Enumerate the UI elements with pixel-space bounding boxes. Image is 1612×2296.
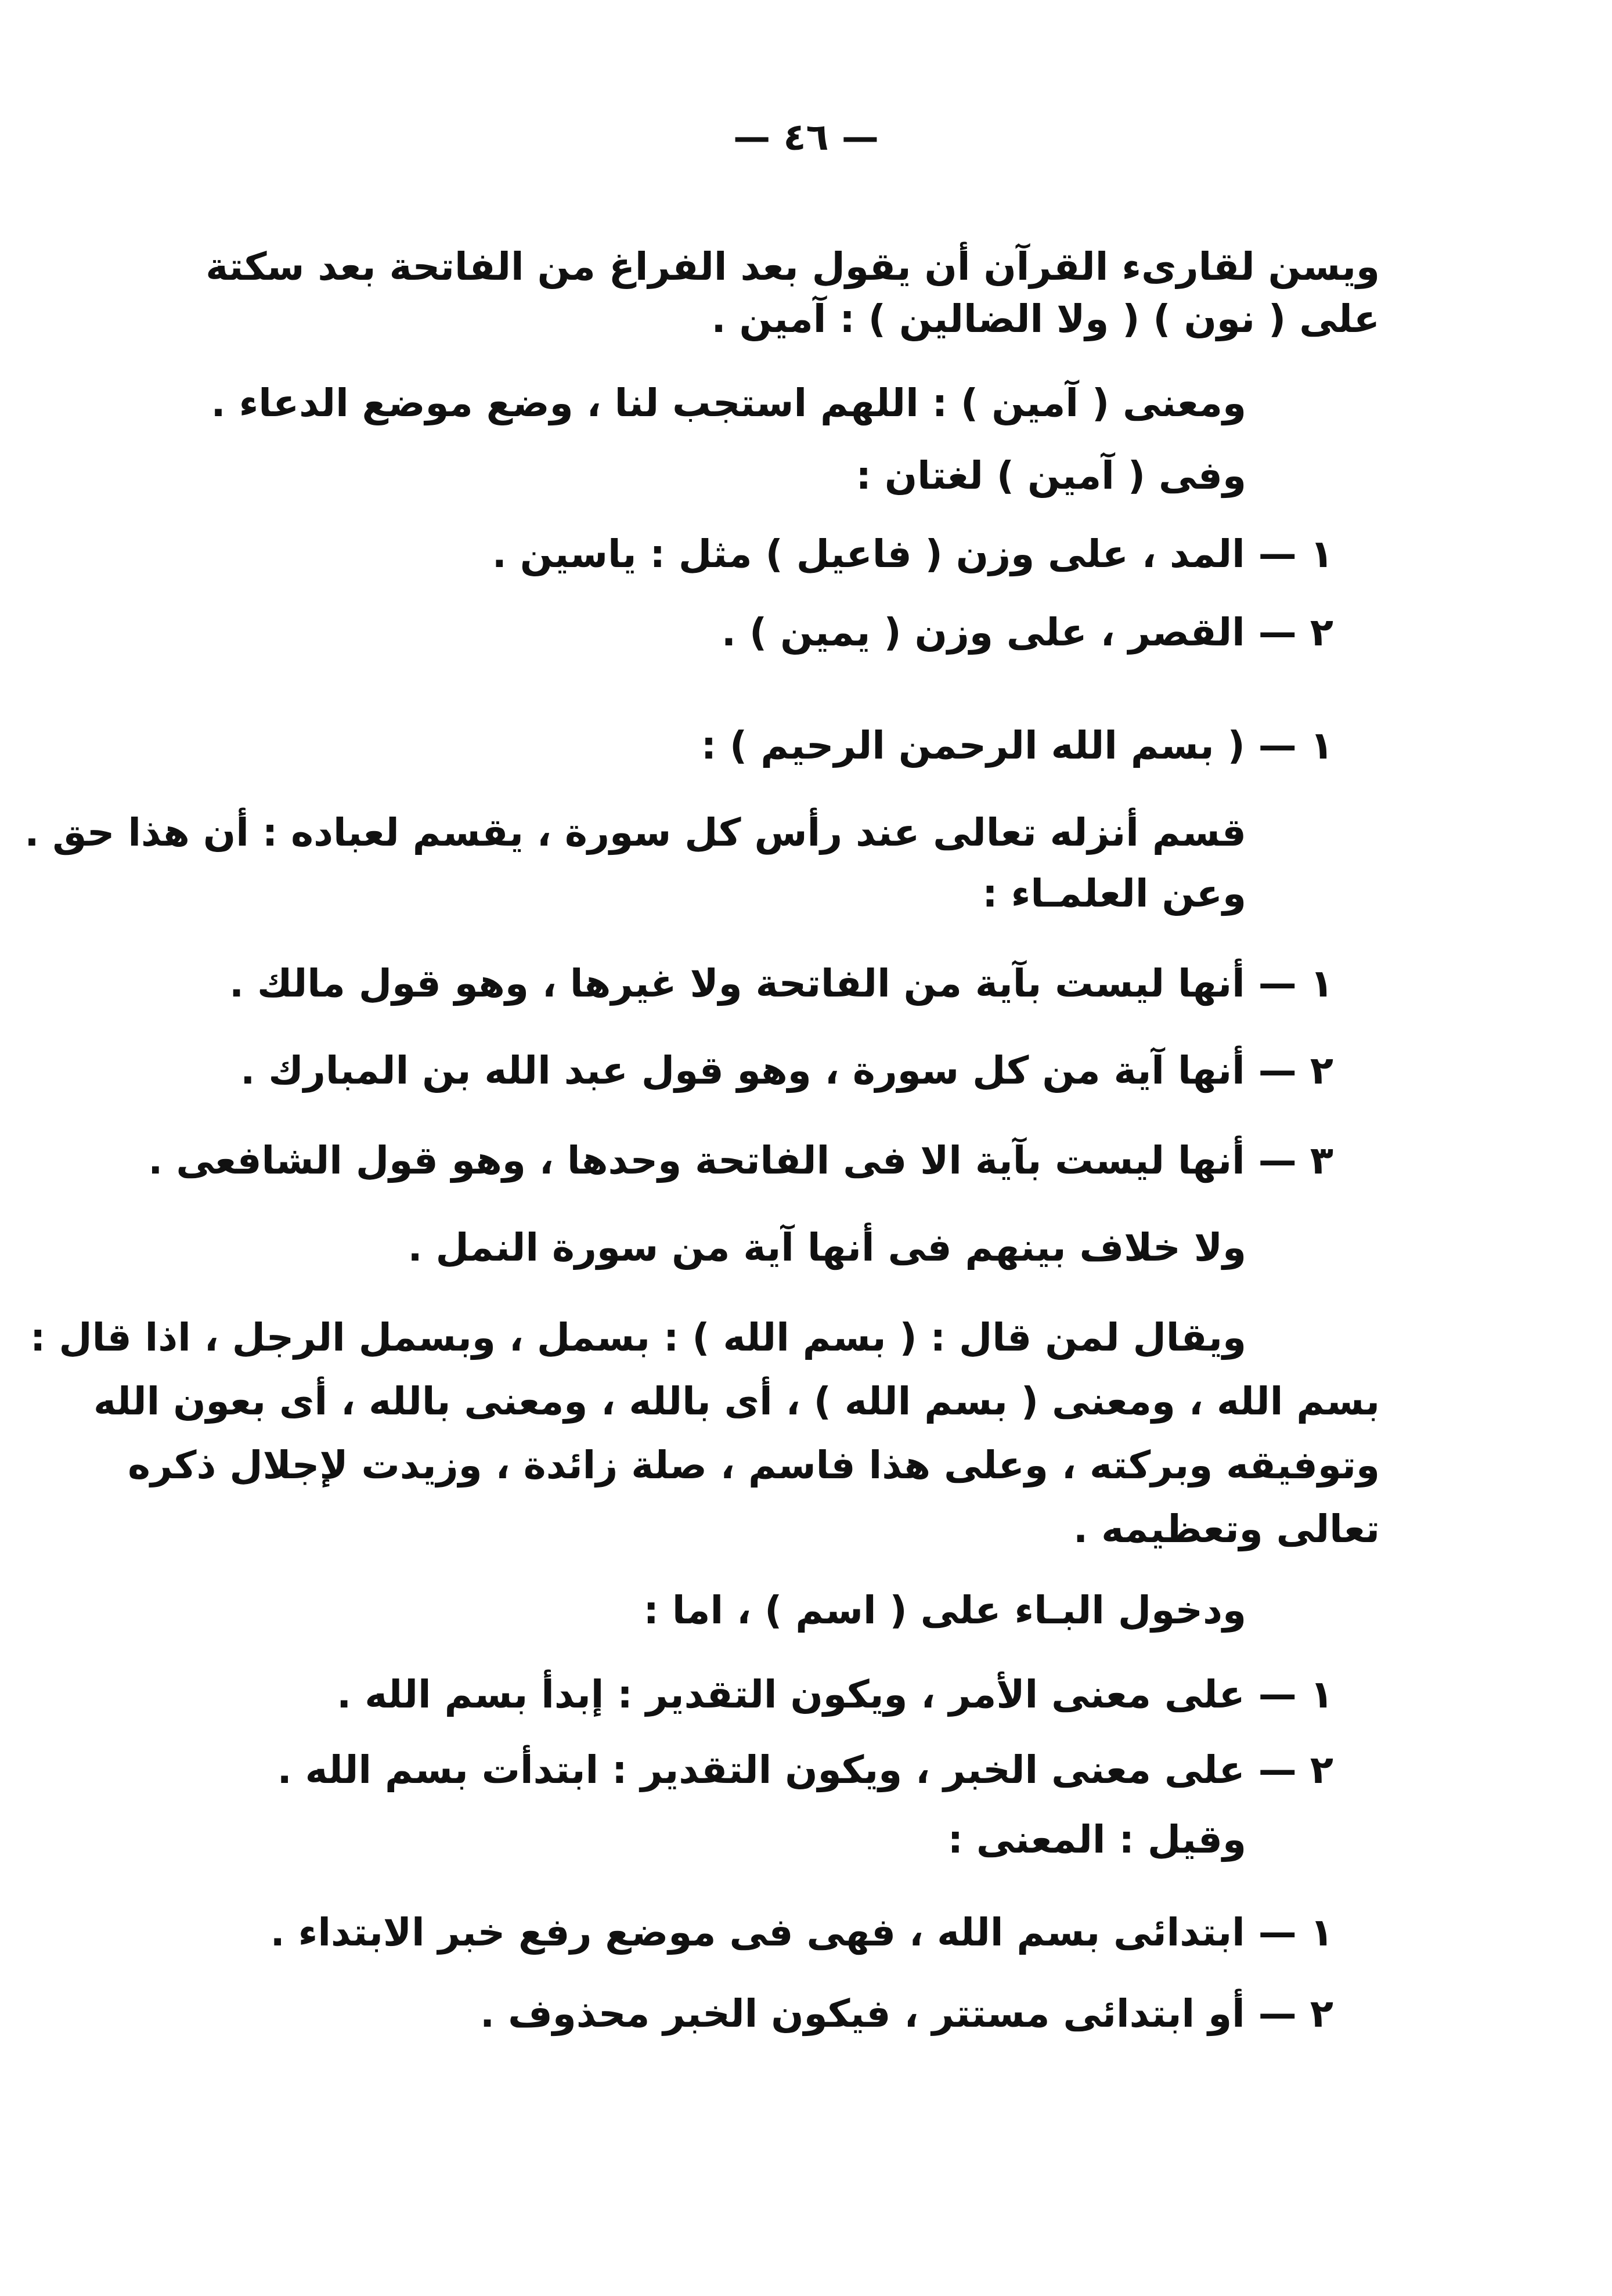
list-item: ٢ — أو ابتدائى مستتر ، فيكون الخبر محذوف .: [480, 1991, 1333, 2036]
text-line: قسم أنزله تعالى عند رأس كل سورة ، يقسم لعباده : أن هذا حق .: [24, 810, 1246, 855]
list-item: ١ — أنها ليست بآية من الفاتحة ولا غيرها ، وهو قول مالك .: [229, 961, 1333, 1006]
text-line: على ( نون ) ( ولا الضالين ) : آمين .: [711, 297, 1380, 341]
text-line: وعن العلمـاء :: [982, 871, 1246, 916]
text-line: ودخول البـاء على ( اسم ) ، اما :: [643, 1588, 1246, 1633]
page-number: — ٤٦ —: [733, 116, 879, 159]
text-line: ويقال لمن قال : ( بسم الله ) : بسمل ، وبسمل الرجل ، اذا قال :: [30, 1315, 1246, 1360]
text-line: وفى ( آمين ) لغتان :: [856, 453, 1246, 498]
text-line: بسم الله ، ومعنى ( بسم الله ) ، أى بالله ، ومعنى بالله ، أى بعون الله: [93, 1379, 1380, 1424]
text-line: ومعنى ( آمين ) : اللهم استجب لنا ، وضع موضع الدعاء .: [211, 381, 1246, 425]
list-item: ١ — على معنى الأمر ، ويكون التقدير : إبدأ بسم الله .: [337, 1672, 1333, 1717]
list-item: ١ — ابتدائى بسم الله ، فهى فى موضع رفع خبر الابتداء .: [270, 1910, 1333, 1955]
text-line: تعالى وتعظيمه .: [1073, 1507, 1380, 1551]
text-line: ويسن لقارىء القرآن أن يقول بعد الفراغ من الفاتحة بعد سكتة: [205, 244, 1380, 289]
list-item: ١ — المد ، على وزن ( فاعيل ) مثل : ياسين .: [492, 532, 1333, 576]
text-line: ولا خلاف بينهم فى أنها آية من سورة النمل .: [407, 1225, 1246, 1270]
text-line: وتوفيقه وبركته ، وعلى هذا فاسم ، صلة زائدة ، وزيدت لإجلال ذكره: [128, 1443, 1380, 1488]
section-heading: ١ — ( بسم الله الرحمن الرحيم ) :: [701, 723, 1333, 768]
text-line: وقيل : المعنى :: [947, 1817, 1246, 1862]
list-item: ٢ — القصر ، على وزن ( يمين ) .: [721, 610, 1333, 655]
list-item: ٣ — أنها ليست بآية الا فى الفاتحة وحدها ، وهو قول الشافعى .: [148, 1138, 1333, 1183]
list-item: ٢ — على معنى الخبر ، ويكون التقدير : ابتدأت بسم الله .: [277, 1748, 1333, 1792]
list-item: ٢ — أنها آية من كل سورة ، وهو قول عبد الله بن المبارك .: [240, 1048, 1333, 1093]
